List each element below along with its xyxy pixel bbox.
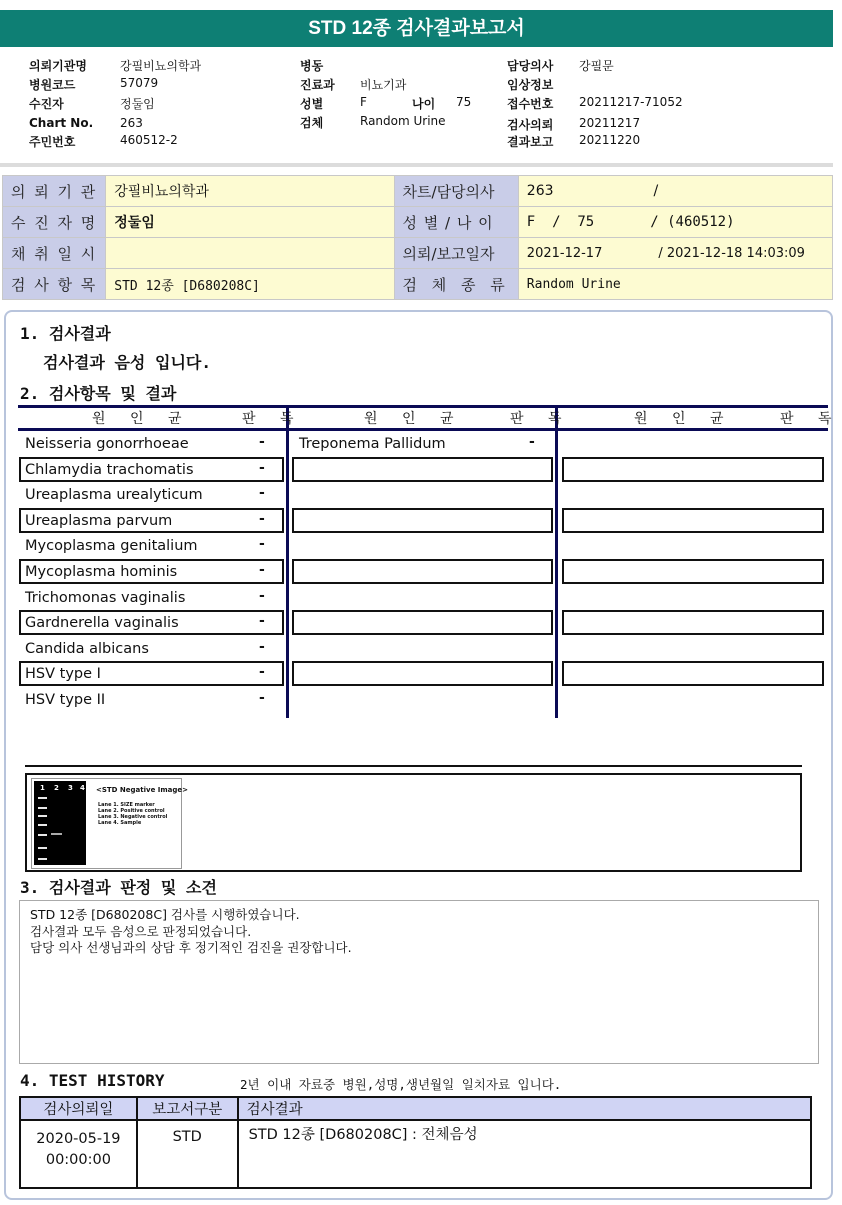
pathogen-name: Neisseria gonorrhoeae — [25, 436, 189, 452]
info-patient-label: 수 진 자 명 — [3, 207, 106, 238]
info-dates-label: 의뢰/보고일자 — [394, 238, 518, 269]
patient-info-table — [2, 175, 833, 300]
gel-title: <STD Negative Image> — [96, 786, 189, 794]
info-collect-value — [106, 238, 394, 269]
gel-band — [38, 807, 47, 809]
specimen-value: Random Urine — [360, 114, 446, 128]
chart-no-value: 263 — [120, 116, 143, 130]
doctor-value: 강필문 — [579, 59, 614, 73]
history-header-result: 검사결과 — [238, 1097, 811, 1120]
results-header-bottom-line — [18, 428, 828, 431]
gel-lane-label: Lane 4. Sample — [98, 820, 142, 826]
opinion-line: 검사결과 모두 음성으로 판정되었습니다. — [30, 923, 252, 939]
info-inst-label: 의 뢰 기 관 — [3, 176, 106, 207]
gel-electrophoresis-picture — [34, 781, 86, 865]
info-test-value: STD 12종 [D680208C] — [106, 269, 394, 300]
info-patient-value: 정둘임 — [106, 207, 394, 238]
history-date: 2020-05-19 — [36, 1131, 121, 1147]
dept-label: 진료과 — [300, 78, 335, 92]
results-col-divider-1 — [286, 405, 289, 718]
image-top-rule — [25, 765, 802, 767]
history-type: STD — [137, 1120, 238, 1188]
result-row-box — [292, 457, 553, 482]
report-date-label: 결과보고 — [507, 135, 554, 149]
specimen-label: 검체 — [300, 116, 324, 130]
pathogen-result: - — [259, 434, 265, 450]
gel-band — [38, 847, 47, 849]
info-chart-value: 263 — [526, 183, 554, 199]
info-dates-report: / 2021-12-18 14:03:09 — [658, 245, 805, 261]
sex-value: F — [360, 95, 367, 109]
opinion-line: STD 12종 [D680208C] 검사를 시행하였습니다. — [30, 907, 300, 922]
results-col-divider-2 — [555, 405, 558, 718]
report-title: STD 12종 검사결과보고서 — [0, 10, 833, 47]
info-inst-value: 강필비뇨의학과 — [106, 176, 394, 207]
ward-label: 병동 — [300, 59, 324, 73]
pathogen-result: - — [259, 588, 265, 604]
pathogen-result: - — [259, 536, 265, 552]
result-row-box — [292, 508, 553, 533]
gel-lane-label: Lane 3. Negative control — [98, 814, 168, 820]
pathogen-name: Ureaplasma parvum — [25, 513, 173, 529]
info-sexage-label: 성 별 / 나 이 — [394, 207, 518, 238]
col2-pathogen-header: 원 인 균 — [364, 411, 464, 427]
age-label: 나이 — [412, 97, 436, 111]
section-3-title: 3. 검사결과 판정 및 소견 — [20, 878, 217, 897]
info-dates-request: 2021-12-17 — [526, 245, 603, 261]
info-sexage-extra: / (460512) — [650, 214, 735, 230]
pathogen-result: - — [259, 562, 265, 578]
section-4-title: 4. TEST HISTORY — [20, 1071, 165, 1090]
opinion-box — [19, 900, 819, 1064]
pathogen-name: Mycoplasma hominis — [25, 564, 178, 580]
opinion-line: 담당 의사 선생님과의 상담 후 정기적인 검진을 권장합니다. — [30, 940, 352, 955]
doctor-label: 담당의사 — [507, 59, 554, 73]
col3-pathogen-header: 원 인 균 — [634, 411, 734, 427]
section-1-title: 1. 검사결과 — [20, 324, 111, 343]
receipt-value: 20211217-71052 — [579, 95, 683, 109]
chart-no-label: Chart No. — [29, 116, 94, 130]
history-table — [19, 1096, 812, 1189]
hospital-code-label: 병원코드 — [29, 78, 76, 92]
pathogen-result: - — [259, 639, 265, 655]
info-chart-label: 차트/담당의사 — [394, 176, 518, 207]
result-row-box — [292, 610, 553, 635]
pathogen-name: Gardnerella vaginalis — [25, 615, 179, 631]
gel-band — [51, 833, 62, 835]
pathogen-name: Mycoplasma genitalium — [25, 538, 198, 554]
info-spec-label: 검 체 종 류 — [394, 269, 518, 300]
institution-value: 강필비뇨의학과 — [120, 59, 202, 73]
gel-band — [38, 834, 47, 836]
history-date-cell — [20, 1120, 137, 1188]
pathogen-result: - — [259, 511, 265, 527]
sex-label: 성별 — [300, 97, 324, 111]
info-chart-sep: / — [653, 183, 659, 199]
report-date-value: 20211220 — [579, 133, 641, 147]
clinical-label: 임상정보 — [507, 78, 554, 92]
pathogen-result: - — [529, 434, 535, 450]
info-test-label: 검 사 항 목 — [3, 269, 106, 300]
lane-number: 1 — [40, 784, 45, 792]
pathogen-name: Ureaplasma urealyticum — [25, 487, 203, 503]
dept-value: 비뇨기과 — [360, 78, 407, 92]
request-label: 검사의뢰 — [507, 118, 554, 132]
gel-band — [38, 797, 47, 799]
history-header-date: 검사의뢰일 — [20, 1097, 137, 1120]
pathogen-result: - — [259, 690, 265, 706]
request-value: 20211217 — [579, 116, 641, 130]
result-row-box — [292, 661, 553, 686]
result-row-box — [562, 508, 824, 533]
pathogen-name: Chlamydia trachomatis — [25, 462, 194, 478]
col3-judge-header: 판 독 — [780, 411, 842, 427]
history-time: 00:00:00 — [45, 1152, 111, 1168]
gel-band — [38, 858, 47, 860]
age-value: 75 — [456, 95, 472, 109]
patient-label: 수진자 — [29, 97, 64, 111]
header-divider — [0, 163, 833, 167]
pathogen-result: - — [259, 485, 265, 501]
gel-band — [38, 824, 47, 826]
section-2-title: 2. 검사항목 및 결과 — [20, 384, 177, 403]
receipt-label: 접수번호 — [507, 97, 554, 111]
history-header-type: 보고서구분 — [137, 1097, 238, 1120]
result-row-box — [562, 457, 824, 482]
pathogen-result: - — [259, 613, 265, 629]
result-row-box — [562, 559, 824, 584]
pathogen-name: Candida albicans — [25, 641, 149, 657]
info-sexage-cell — [518, 207, 832, 238]
pathogen-result: - — [259, 664, 265, 680]
lane-number: 4 — [80, 784, 85, 792]
history-note: 2년 이내 자료중 병원,성명,생년월일 일치자료 입니다. — [240, 1077, 562, 1092]
history-result: STD 12종 [D680208C] : 전체음성 — [238, 1120, 811, 1188]
info-sexage-value: F / 75 — [526, 214, 595, 230]
pathogen-name: Treponema Pallidum — [299, 436, 446, 452]
result-row-box — [562, 661, 824, 686]
info-dates-cell — [518, 238, 832, 269]
section-1-summary: 검사결과 음성 입니다. — [43, 353, 212, 372]
gel-lane-label: Lane 2. Positive control — [98, 808, 165, 814]
gel-band — [38, 815, 47, 817]
col1-judge-header: 판 독 — [242, 411, 304, 427]
lane-number: 3 — [68, 784, 73, 792]
info-chart-cell — [518, 176, 832, 207]
pathogen-name: HSV type II — [25, 692, 106, 708]
col2-judge-header: 판 독 — [510, 411, 572, 427]
history-row — [20, 1120, 811, 1188]
resident-value: 460512-2 — [120, 133, 178, 147]
resident-label: 주민번호 — [29, 135, 76, 149]
info-collect-label: 채 취 일 시 — [3, 238, 106, 269]
patient-value: 정둘임 — [120, 97, 155, 111]
pathogen-name: HSV type I — [25, 666, 101, 682]
institution-label: 의뢰기관명 — [29, 59, 87, 73]
result-row-box — [292, 559, 553, 584]
info-spec-value: Random Urine — [518, 269, 832, 300]
result-row-box — [562, 610, 824, 635]
pathogen-name: Trichomonas vaginalis — [25, 590, 186, 606]
lane-number: 2 — [54, 784, 59, 792]
hospital-code-value: 57079 — [120, 76, 159, 90]
col1-pathogen-header: 원 인 균 — [92, 411, 192, 427]
gel-lane-label: Lane 1. SIZE marker — [98, 802, 155, 808]
gel-image — [31, 778, 189, 869]
pathogen-result: - — [259, 460, 265, 476]
